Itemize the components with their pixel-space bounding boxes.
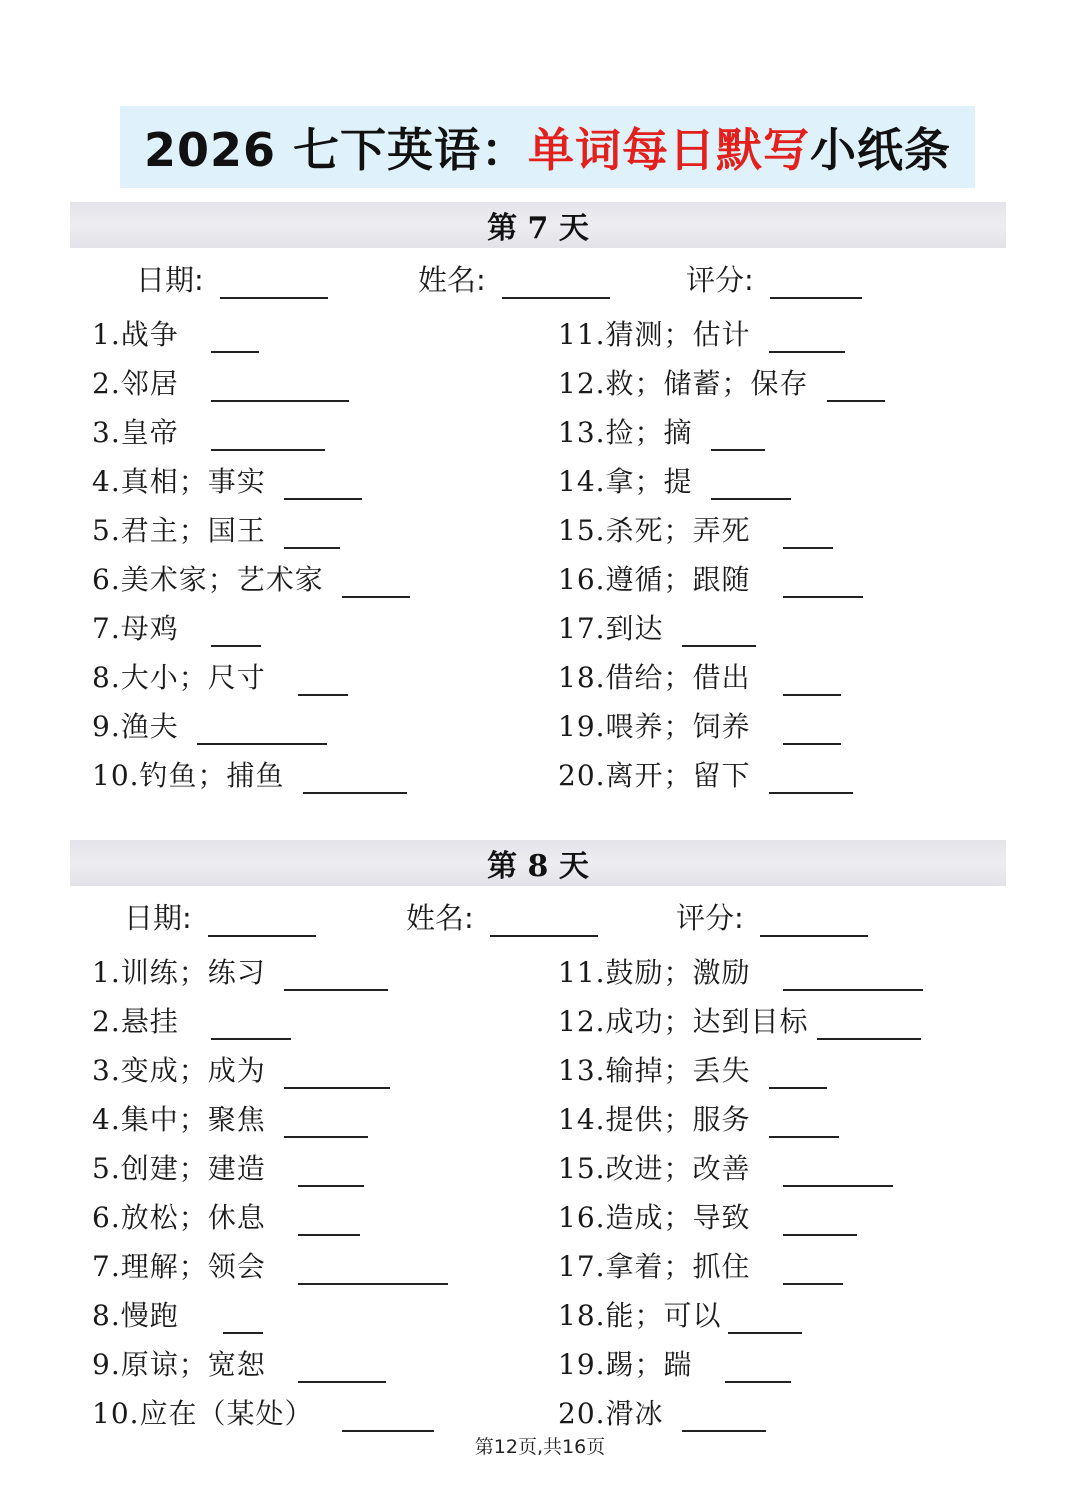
answer-blank bbox=[769, 762, 853, 794]
item-text: 16.遵循；跟随 bbox=[558, 563, 751, 596]
answer-blank bbox=[769, 1057, 827, 1089]
list-item bbox=[92, 353, 410, 402]
answer-blank bbox=[223, 1302, 263, 1334]
list-item bbox=[92, 402, 410, 451]
answer-blank bbox=[284, 959, 388, 991]
item-text: 4.集中；聚焦 bbox=[92, 1103, 266, 1136]
answer-blank bbox=[783, 1204, 857, 1236]
left-column bbox=[92, 942, 448, 1432]
item-text: 4.真相；事实 bbox=[92, 465, 266, 498]
list-item bbox=[558, 942, 923, 991]
list-item bbox=[558, 1187, 923, 1236]
item-text: 11.鼓励；激励 bbox=[558, 956, 751, 989]
answer-blank bbox=[211, 419, 325, 451]
item-text: 20.滑冰 bbox=[558, 1397, 664, 1430]
list-item bbox=[92, 991, 448, 1040]
date-field bbox=[136, 258, 328, 299]
list-item bbox=[558, 598, 885, 647]
list-item bbox=[558, 304, 885, 353]
answer-blank bbox=[769, 321, 845, 353]
item-text: 8.大小；尺寸 bbox=[92, 661, 266, 694]
item-text: 2.邻居 bbox=[92, 367, 179, 400]
info-row bbox=[70, 886, 1006, 942]
list-item bbox=[558, 549, 885, 598]
date-blank bbox=[220, 267, 328, 299]
answer-blank bbox=[211, 321, 259, 353]
list-item bbox=[92, 549, 410, 598]
list-item bbox=[92, 942, 448, 991]
list-item bbox=[92, 451, 410, 500]
item-text: 17.到达 bbox=[558, 612, 664, 645]
page-title bbox=[120, 106, 975, 188]
list-item bbox=[558, 745, 885, 794]
answer-blank bbox=[783, 566, 863, 598]
item-text: 18.借给；借出 bbox=[558, 661, 751, 694]
answer-blank bbox=[298, 1204, 360, 1236]
answer-blank bbox=[342, 1400, 434, 1432]
item-text: 14.提供；服务 bbox=[558, 1103, 751, 1136]
list-item bbox=[558, 451, 885, 500]
list-item bbox=[558, 696, 885, 745]
title-part-2: 单词每日默写 bbox=[528, 123, 811, 177]
answer-blank bbox=[783, 713, 841, 745]
item-text: 12.成功；达到目标 bbox=[558, 1005, 809, 1038]
date-label: 日期: bbox=[136, 263, 204, 297]
day-heading: 第 7 天 bbox=[70, 202, 1006, 248]
list-item bbox=[92, 1334, 448, 1383]
answer-blank bbox=[211, 1008, 291, 1040]
item-text: 3.变成；成为 bbox=[92, 1054, 266, 1087]
name-label: 姓名: bbox=[406, 901, 474, 935]
list-item bbox=[92, 1089, 448, 1138]
item-text: 7.母鸡 bbox=[92, 612, 179, 645]
list-item bbox=[92, 647, 410, 696]
item-text: 19.喂养；饲养 bbox=[558, 710, 751, 743]
answer-blank bbox=[711, 419, 765, 451]
answer-blank bbox=[284, 468, 362, 500]
name-field bbox=[418, 258, 610, 299]
answer-blank bbox=[298, 664, 348, 696]
date-field bbox=[124, 896, 316, 937]
item-text: 1.战争 bbox=[92, 318, 179, 351]
list-item bbox=[558, 1040, 923, 1089]
item-text: 2.悬挂 bbox=[92, 1005, 179, 1038]
answer-blank bbox=[783, 517, 833, 549]
list-item bbox=[558, 1138, 923, 1187]
list-item bbox=[92, 696, 410, 745]
list-item bbox=[92, 1187, 448, 1236]
answer-blank bbox=[284, 1106, 368, 1138]
answer-blank bbox=[783, 959, 923, 991]
item-text: 19.踢；踹 bbox=[558, 1348, 693, 1381]
item-text: 1.训练；练习 bbox=[92, 956, 266, 989]
list-item bbox=[92, 304, 410, 353]
item-text: 6.放松；休息 bbox=[92, 1201, 266, 1234]
answer-blank bbox=[298, 1155, 364, 1187]
score-label: 评分: bbox=[676, 901, 744, 935]
item-text: 10.钓鱼；捕鱼 bbox=[92, 759, 285, 792]
score-label: 评分: bbox=[686, 263, 754, 297]
answer-blank bbox=[211, 370, 349, 402]
item-text: 5.君主；国王 bbox=[92, 514, 266, 547]
answer-blank bbox=[211, 615, 261, 647]
item-text: 20.离开；留下 bbox=[558, 759, 751, 792]
item-text: 15.杀死；弄死 bbox=[558, 514, 751, 547]
list-item bbox=[92, 598, 410, 647]
list-item bbox=[558, 500, 885, 549]
answer-blank bbox=[342, 566, 410, 598]
item-text: 13.输掉；丢失 bbox=[558, 1054, 751, 1087]
list-item bbox=[558, 1334, 923, 1383]
answer-blank bbox=[769, 1106, 839, 1138]
list-item bbox=[92, 1040, 448, 1089]
item-text: 17.拿着；抓住 bbox=[558, 1250, 751, 1283]
list-item bbox=[558, 1089, 923, 1138]
name-blank bbox=[490, 905, 598, 937]
answer-blank bbox=[725, 1351, 791, 1383]
score-blank bbox=[770, 267, 862, 299]
item-text: 13.捡；摘 bbox=[558, 416, 693, 449]
answer-blank bbox=[711, 468, 791, 500]
item-text: 16.造成；导致 bbox=[558, 1201, 751, 1234]
item-text: 14.拿；提 bbox=[558, 465, 693, 498]
answer-blank bbox=[298, 1351, 386, 1383]
score-field bbox=[676, 896, 868, 937]
score-blank bbox=[760, 905, 868, 937]
item-text: 3.皇帝 bbox=[92, 416, 179, 449]
list-item bbox=[92, 1138, 448, 1187]
title-part-1: 2026 七下英语： bbox=[143, 123, 529, 177]
answer-blank bbox=[827, 370, 885, 402]
item-text: 12.救；储蓄；保存 bbox=[558, 367, 809, 400]
item-text: 7.理解；领会 bbox=[92, 1250, 266, 1283]
item-text: 11.猜测；估计 bbox=[558, 318, 751, 351]
answer-blank bbox=[197, 713, 327, 745]
answer-blank bbox=[303, 762, 407, 794]
answer-blank bbox=[284, 1057, 390, 1089]
date-blank bbox=[208, 905, 316, 937]
list-item bbox=[558, 1285, 923, 1334]
day-7-section bbox=[70, 202, 1006, 792]
list-item bbox=[92, 745, 410, 794]
item-text: 6.美术家；艺术家 bbox=[92, 563, 324, 596]
item-text: 10.应在（某处） bbox=[92, 1397, 314, 1430]
list-item bbox=[92, 500, 410, 549]
list-item bbox=[92, 1383, 448, 1432]
list-item bbox=[558, 991, 923, 1040]
answer-blank bbox=[682, 615, 756, 647]
answer-blank bbox=[783, 1155, 893, 1187]
list-item bbox=[558, 353, 885, 402]
right-column bbox=[558, 942, 923, 1432]
answer-blank bbox=[298, 1253, 448, 1285]
answer-blank bbox=[783, 1253, 843, 1285]
left-column bbox=[92, 304, 410, 794]
answer-blank bbox=[817, 1008, 921, 1040]
answer-blank bbox=[284, 517, 340, 549]
title-part-3: 小纸条 bbox=[810, 123, 952, 177]
list-item bbox=[558, 647, 885, 696]
item-text: 15.改进；改善 bbox=[558, 1152, 751, 1185]
name-label: 姓名: bbox=[418, 263, 486, 297]
list-item bbox=[558, 1236, 923, 1285]
list-item bbox=[92, 1236, 448, 1285]
item-text: 5.创建；建造 bbox=[92, 1152, 266, 1185]
info-row bbox=[70, 248, 1006, 304]
answer-blank bbox=[728, 1302, 802, 1334]
name-blank bbox=[502, 267, 610, 299]
item-text: 9.原谅；宽恕 bbox=[92, 1348, 266, 1381]
item-text: 9.渔夫 bbox=[92, 710, 179, 743]
answer-blank bbox=[682, 1400, 766, 1432]
answer-blank bbox=[783, 664, 841, 696]
day-heading: 第 8 天 bbox=[70, 840, 1006, 886]
list-item bbox=[558, 402, 885, 451]
list-item bbox=[92, 1285, 448, 1334]
item-text: 18.能；可以 bbox=[558, 1299, 722, 1332]
item-text: 8.慢跑 bbox=[92, 1299, 179, 1332]
score-field bbox=[686, 258, 862, 299]
list-item bbox=[558, 1383, 923, 1432]
day-8-section bbox=[70, 840, 1006, 1430]
right-column bbox=[558, 304, 885, 794]
name-field bbox=[406, 896, 598, 937]
page-number: 第12页,共16页 bbox=[474, 1436, 606, 1458]
date-label: 日期: bbox=[124, 901, 192, 935]
